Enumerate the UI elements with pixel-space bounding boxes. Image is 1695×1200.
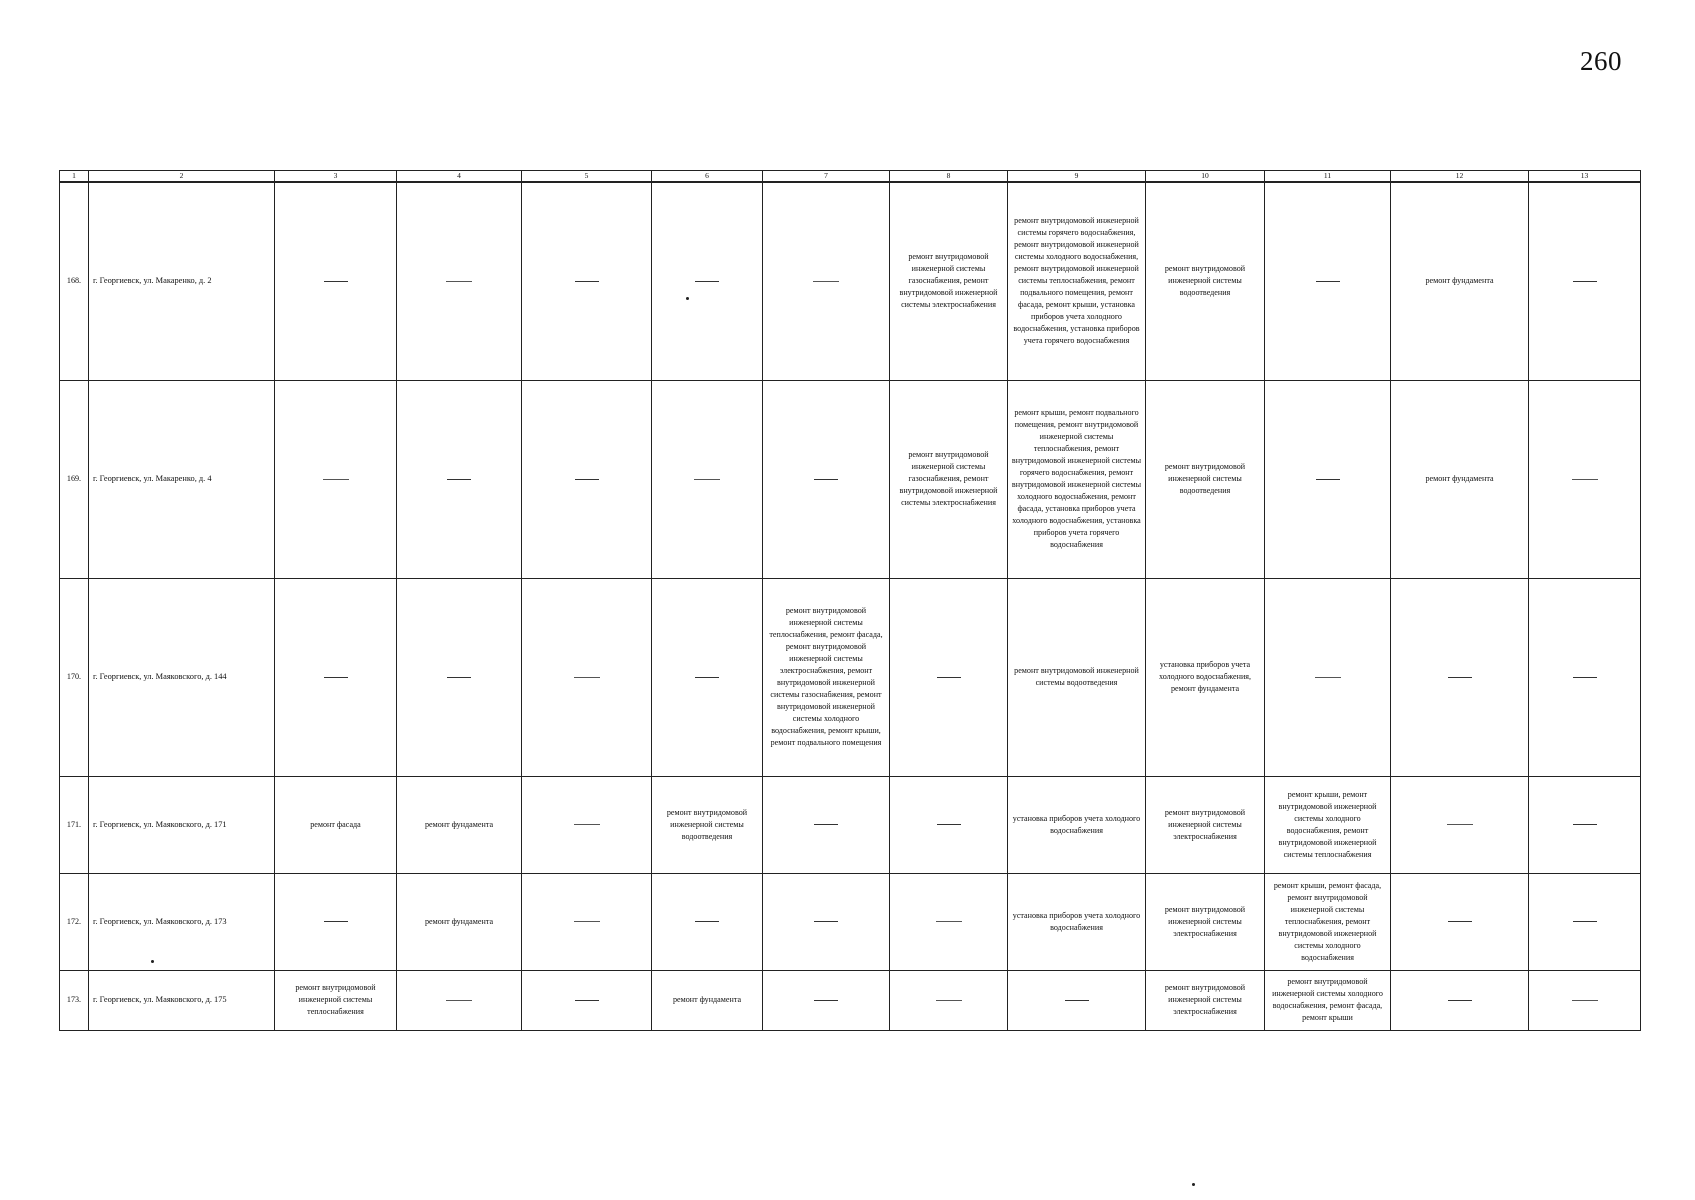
work-cell-col6 [652,578,763,776]
empty-dash [1572,479,1598,480]
column-number: 13 [1529,171,1641,183]
table-row [60,578,1641,776]
repair-schedule-table [59,170,1641,1031]
empty-dash [1448,921,1472,922]
column-number: 10 [1146,171,1265,183]
column-number: 2 [89,171,275,183]
address-cell: г. Георгиевск, ул. Макаренко, д. 2 [89,182,275,380]
table-row [60,182,1641,380]
empty-dash [574,824,600,825]
empty-dash [1448,677,1472,678]
work-cell-col9 [1008,970,1146,1030]
work-cell-col3 [275,578,397,776]
empty-dash [814,1000,838,1001]
work-cell-col13 [1529,776,1641,873]
work-cell-col4 [397,182,522,380]
work-cell-col5 [522,970,652,1030]
empty-dash [695,281,719,282]
work-cell-col7 [763,873,890,970]
empty-dash [574,677,600,678]
empty-dash [1572,1000,1598,1001]
address-cell: г. Георгиевск, ул. Маяковского, д. 173 [89,873,275,970]
table-row [60,776,1641,873]
work-cell-col5 [522,380,652,578]
work-cell-col13 [1529,970,1641,1030]
work-cell-col10: ремонт внутридомовой инженерной системы электроснабжения [1146,776,1265,873]
work-cell-col6 [652,380,763,578]
work-cell-col13 [1529,873,1641,970]
work-cell-col7 [763,182,890,380]
empty-dash [936,921,962,922]
work-cell-col8: ремонт внутридомовой инженерной системы газоснабжения, ремонт внутридомовой инженерной системы электроснабжения [890,380,1008,578]
work-cell-col13 [1529,578,1641,776]
work-cell-col8 [890,970,1008,1030]
row-number: 169. [60,380,89,578]
empty-dash [324,921,348,922]
work-cell-col11 [1265,380,1391,578]
work-cell-col6 [652,182,763,380]
work-cell-col10: установка приборов учета холодного водоснабжения, ремонт фундамента [1146,578,1265,776]
empty-dash [447,677,471,678]
address-cell: г. Георгиевск, ул. Маяковского, д. 171 [89,776,275,873]
empty-dash [575,1000,599,1001]
column-number: 1 [60,171,89,183]
empty-dash [447,479,471,480]
work-cell-col9: установка приборов учета холодного водоснабжения [1008,873,1146,970]
empty-dash [1065,1000,1089,1001]
work-cell-col11: ремонт крыши, ремонт внутридомовой инженерной системы холодного водоснабжения, ремонт внутридомовой инженерной системы теплоснабжения [1265,776,1391,873]
empty-dash [1448,1000,1472,1001]
work-cell-col9: установка приборов учета холодного водоснабжения [1008,776,1146,873]
empty-dash [936,1000,962,1001]
empty-dash [1316,281,1340,282]
work-cell-col13 [1529,380,1641,578]
work-cell-col8 [890,873,1008,970]
address-cell: г. Георгиевск, ул. Маяковского, д. 175 [89,970,275,1030]
work-cell-col11: ремонт внутридомовой инженерной системы холодного водоснабжения, ремонт фасада, ремонт крыши [1265,970,1391,1030]
work-cell-col12 [1391,970,1529,1030]
work-cell-col10: ремонт внутридомовой инженерной системы электроснабжения [1146,970,1265,1030]
work-cell-col6: ремонт фундамента [652,970,763,1030]
table-row [60,970,1641,1030]
row-number: 172. [60,873,89,970]
empty-dash [574,921,600,922]
work-cell-col5 [522,182,652,380]
work-cell-col11 [1265,182,1391,380]
empty-dash [575,281,599,282]
empty-dash [1316,479,1340,480]
empty-dash [1447,824,1473,825]
scan-speck [151,960,154,963]
work-cell-col7 [763,970,890,1030]
empty-dash [813,281,839,282]
row-number: 171. [60,776,89,873]
work-cell-col8 [890,578,1008,776]
column-number: 7 [763,171,890,183]
empty-dash [1573,921,1597,922]
column-number: 4 [397,171,522,183]
column-number: 6 [652,171,763,183]
empty-dash [814,824,838,825]
column-number: 9 [1008,171,1146,183]
work-cell-col13 [1529,182,1641,380]
work-cell-col7 [763,776,890,873]
work-cell-col5 [522,776,652,873]
work-cell-col12: ремонт фундамента [1391,380,1529,578]
work-cell-col4 [397,380,522,578]
empty-dash [937,677,961,678]
work-cell-col3 [275,182,397,380]
work-cell-col4: ремонт фундамента [397,873,522,970]
work-cell-col3: ремонт фасада [275,776,397,873]
table-body [60,171,1641,1031]
work-cell-col4 [397,970,522,1030]
empty-dash [695,921,719,922]
page-number: 260 [1580,46,1622,76]
work-cell-col9: ремонт крыши, ремонт подвального помещения, ремонт внутридомовой инженерной системы теплоснабжения, ремонт внутридомовой инженерной системы горячего водоснабжения, ремонт внутридомовой инженерной системы холодного водоснабжения, ремонт фасада, установка приборов учета холодного водоснабжения, установка приборов учета горячего водоснабжения [1008,380,1146,578]
work-cell-col5 [522,873,652,970]
work-cell-col12 [1391,776,1529,873]
column-number: 11 [1265,171,1391,183]
work-cell-col7: ремонт внутридомовой инженерной системы теплоснабжения, ремонт фасада, ремонт внутридомовой инженерной системы электроснабжения, ремонт внутридомовой инженерной системы газоснабжения, ремонт внутридомовой инженерной системы холодного водоснабжения, ремонт крыши, ремонт подвального помещения [763,578,890,776]
work-cell-col4 [397,578,522,776]
work-cell-col11: ремонт крыши, ремонт фасада, ремонт внутридомовой инженерной системы теплоснабжения, ремонт внутридомовой инженерной системы холодного водоснабжения [1265,873,1391,970]
table-row [60,873,1641,970]
empty-dash [446,281,472,282]
empty-dash [575,479,599,480]
empty-dash [323,479,349,480]
work-cell-col7 [763,380,890,578]
empty-dash [814,921,838,922]
address-cell: г. Георгиевск, ул. Макаренко, д. 4 [89,380,275,578]
empty-dash [937,824,961,825]
row-number: 173. [60,970,89,1030]
work-cell-col5 [522,578,652,776]
scan-speck [686,297,689,300]
empty-dash [695,677,719,678]
work-cell-col9: ремонт внутридомовой инженерной системы горячего водоснабжения, ремонт внутридомовой инженерной системы холодного водоснабжения, ремонт внутридомовой инженерной системы теплоснабжения, ремонт подвального помещения, ремонт фасада, ремонт крыши, установка приборов учета холодного водоснабжения, установка приборов учета горячего водоснабжения [1008,182,1146,380]
work-cell-col9: ремонт внутридомовой инженерной системы водоотведения [1008,578,1146,776]
work-cell-col3: ремонт внутридомовой инженерной системы теплоснабжения [275,970,397,1030]
row-number: 170. [60,578,89,776]
work-cell-col3 [275,873,397,970]
work-cell-col11 [1265,578,1391,776]
work-cell-col4: ремонт фундамента [397,776,522,873]
work-cell-col10: ремонт внутридомовой инженерной системы водоотведения [1146,380,1265,578]
work-cell-col6 [652,873,763,970]
empty-dash [814,479,838,480]
empty-dash [694,479,720,480]
column-number-row [60,171,1641,183]
row-number: 168. [60,182,89,380]
scan-speck [1192,1183,1195,1186]
column-number: 12 [1391,171,1529,183]
empty-dash [1573,281,1597,282]
work-cell-col10: ремонт внутридомовой инженерной системы электроснабжения [1146,873,1265,970]
work-cell-col8 [890,776,1008,873]
work-cell-col10: ремонт внутридомовой инженерной системы водоотведения [1146,182,1265,380]
empty-dash [1315,677,1341,678]
column-number: 5 [522,171,652,183]
empty-dash [1573,677,1597,678]
empty-dash [446,1000,472,1001]
empty-dash [1573,824,1597,825]
work-cell-col12: ремонт фундамента [1391,182,1529,380]
work-cell-col8: ремонт внутридомовой инженерной системы газоснабжения, ремонт внутридомовой инженерной системы электроснабжения [890,182,1008,380]
table-row [60,380,1641,578]
empty-dash [324,677,348,678]
address-cell: г. Георгиевск, ул. Маяковского, д. 144 [89,578,275,776]
work-cell-col6: ремонт внутридомовой инженерной системы водоотведения [652,776,763,873]
work-cell-col3 [275,380,397,578]
work-cell-col12 [1391,578,1529,776]
empty-dash [324,281,348,282]
column-number: 8 [890,171,1008,183]
work-cell-col12 [1391,873,1529,970]
column-number: 3 [275,171,397,183]
